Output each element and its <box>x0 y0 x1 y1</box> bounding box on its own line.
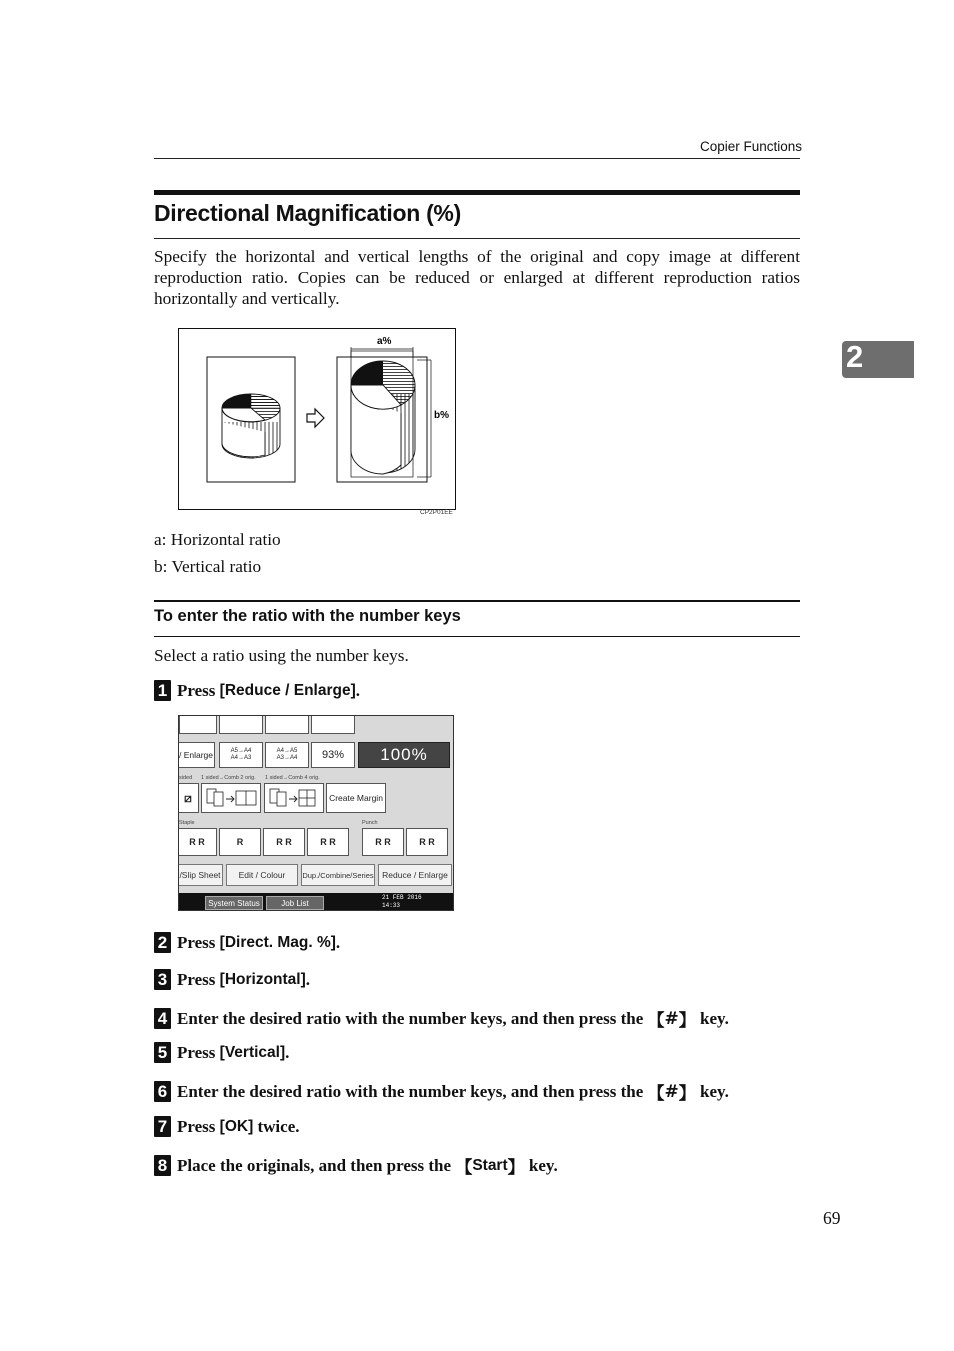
subsection-intro: Select a ratio using the number keys. <box>154 646 409 665</box>
screen-button-top[interactable] <box>179 715 217 734</box>
step-text: Press <box>177 1116 220 1136</box>
ratio-label: A4→A3 <box>230 755 252 761</box>
page-number: 69 <box>823 1208 841 1228</box>
bracket-open: 【 <box>647 1084 665 1103</box>
legend-b: b: Vertical ratio <box>154 557 262 576</box>
system-status-button[interactable]: System Status <box>205 896 263 910</box>
combine-2-icon <box>204 787 258 809</box>
section-intro: Specify the horizontal and vertical lengths of the original and copy image at different reproduction ratio. Copies can be reduced or enlarged at different reproduction ratios horizontally and vertically. <box>154 247 800 308</box>
step-text-end: . <box>285 1042 290 1062</box>
step-text-end: key. <box>695 1081 729 1101</box>
step-number: 7 <box>154 1116 171 1137</box>
tab-reduce-enlarge[interactable]: Reduce / Enlarge <box>378 864 452 886</box>
duplex-icon[interactable]: ⧄ <box>178 783 199 813</box>
step-number: 5 <box>154 1042 171 1063</box>
step-text: Press <box>177 1042 220 1062</box>
step-text: Enter the desired ratio with the number keys, and then press the <box>177 1081 648 1101</box>
step-number: 6 <box>154 1081 171 1102</box>
staple-label: Staple <box>179 820 195 826</box>
combine-4-button[interactable] <box>264 783 324 813</box>
step-1 <box>154 680 360 701</box>
staple-button[interactable]: R R <box>178 828 217 856</box>
section-title: Directional Magnification (%) <box>154 200 461 226</box>
magnification-figure <box>178 328 456 510</box>
step-number: 1 <box>154 680 171 701</box>
clock-date: 21 FEB 2016 <box>382 894 422 901</box>
bracket-open: 【 <box>647 1011 665 1030</box>
step-text-end: key. <box>524 1155 558 1175</box>
clock-time: 14:33 <box>382 902 401 909</box>
step-number: 3 <box>154 969 171 990</box>
step-6 <box>154 1079 729 1104</box>
bracket-close: 】 <box>678 1084 696 1103</box>
copier-screen <box>178 715 454 911</box>
screen-button-top[interactable] <box>265 715 309 734</box>
step-text-end: . <box>305 969 311 989</box>
step-key: [Direct. Mag. %] <box>219 933 336 951</box>
step-2 <box>154 932 340 953</box>
header-rule <box>154 158 800 159</box>
staple-button[interactable]: R <box>219 828 261 856</box>
reduce-enlarge-button[interactable]: / Enlarge <box>178 742 215 768</box>
step-text-end: . <box>355 680 360 700</box>
step-4 <box>154 1006 729 1031</box>
create-margin-button[interactable]: Create Margin <box>326 783 386 813</box>
step-text-end: key. <box>695 1008 729 1028</box>
step-key: [Vertical] <box>219 1043 286 1061</box>
punch-button[interactable]: R R <box>362 828 404 856</box>
subsection-top-rule <box>154 600 800 602</box>
staple-button[interactable]: R R <box>307 828 349 856</box>
step-key: [OK] <box>219 1117 254 1135</box>
start-key: Start <box>472 1156 508 1174</box>
a4-a5-button[interactable] <box>265 742 309 768</box>
chapter-number: 2 <box>846 339 864 374</box>
step-text: Press <box>177 680 220 700</box>
step-key: [Reduce / Enlarge] <box>219 681 356 699</box>
step-text: Enter the desired ratio with the number keys, and then press the <box>177 1008 648 1028</box>
step-key: [Horizontal] <box>219 970 306 988</box>
ratio-label: A3→A4 <box>276 755 298 761</box>
staple-button[interactable]: R R <box>263 828 305 856</box>
tab-dup-combine-series[interactable]: Dup./Combine/Series <box>301 864 375 886</box>
step-5 <box>154 1042 289 1063</box>
step-text: Place the originals, and then press the <box>177 1155 456 1175</box>
job-list-button[interactable]: Job List <box>266 896 324 910</box>
subsection-title: To enter the ratio with the number keys <box>154 607 461 625</box>
step-number: 2 <box>154 932 171 953</box>
ratio-display: 100% <box>358 742 450 768</box>
running-head: Copier Functions <box>700 139 803 154</box>
step-text: Press <box>177 969 220 989</box>
magnification-illustration <box>179 329 455 509</box>
step-text-end: . <box>335 932 341 952</box>
legend-a: a: Horizontal ratio <box>154 530 281 549</box>
bracket-close: 】 <box>507 1158 525 1177</box>
clock <box>382 894 422 910</box>
title-underline <box>154 238 800 239</box>
hash-key: # <box>664 1008 679 1029</box>
ratio-93-button[interactable]: 93% <box>311 742 355 768</box>
subsection-bottom-rule <box>154 636 800 637</box>
label-a: a% <box>377 336 392 347</box>
step-number: 4 <box>154 1008 171 1029</box>
a5-a4-button[interactable] <box>219 742 263 768</box>
bracket-open: 【 <box>455 1158 473 1177</box>
step-7 <box>154 1116 300 1137</box>
step-text-end: twice. <box>253 1116 300 1136</box>
hash-key: # <box>664 1081 679 1102</box>
screen-button-top[interactable] <box>311 715 355 734</box>
step-3 <box>154 969 310 990</box>
title-rule <box>154 190 800 195</box>
step-number: 8 <box>154 1155 171 1176</box>
tab-edit-colour[interactable]: Edit / Colour <box>226 864 298 886</box>
combine-2-button[interactable] <box>201 783 261 813</box>
ratio-label: A4→A5 <box>276 748 298 754</box>
label-b: b% <box>434 410 449 421</box>
step-text: Press <box>177 932 220 952</box>
combine-4-icon <box>267 787 321 809</box>
punch-label: Punch <box>362 820 378 826</box>
sided-label: sided <box>179 775 193 781</box>
screen-button-top[interactable] <box>219 715 263 734</box>
figure-code: CP2P01EE <box>420 509 453 516</box>
bracket-close: 】 <box>678 1011 696 1030</box>
comb2-label: 1 sided→Comb 2 orig. <box>201 775 256 781</box>
punch-button[interactable]: R R <box>406 828 448 856</box>
ratio-label: A5→A4 <box>230 748 252 754</box>
comb4-label: 1 sided→Comb 4 orig. <box>265 775 320 781</box>
tab-slip-sheet[interactable]: /Slip Sheet <box>178 864 223 886</box>
step-8 <box>154 1153 558 1178</box>
